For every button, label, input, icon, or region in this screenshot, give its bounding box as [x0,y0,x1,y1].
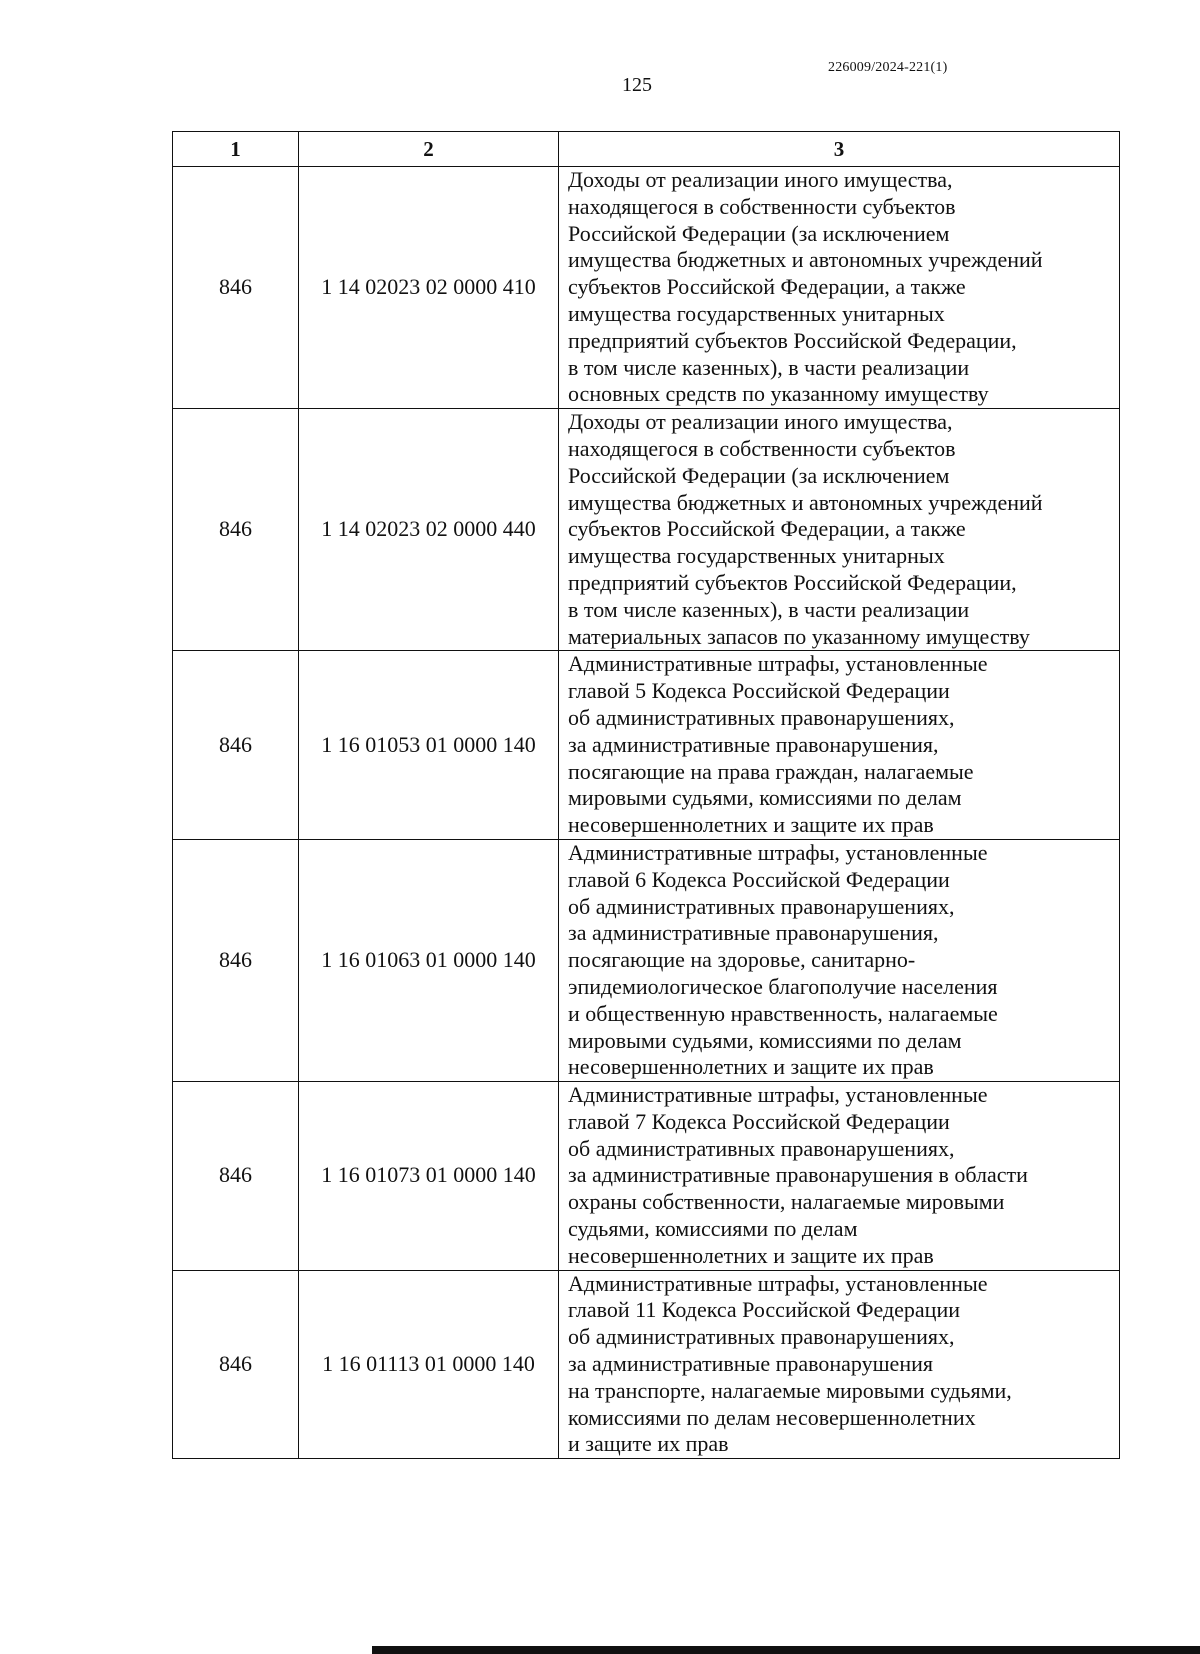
document-id: 226009/2024-221(1) [828,60,948,75]
admin-code-cell: 846 [173,1082,299,1271]
header-col-3: 3 [559,132,1120,167]
table-row [173,167,1120,409]
budget-code-cell: 1 16 01073 01 0000 140 [299,1082,559,1271]
header-col-2: 2 [299,132,559,167]
description-cell: Доходы от реализации иного имущества, находящегося в собственности субъектов Российской Федерации (за исключением имущества бюджетных и автономных учреждений субъектов Российской Федерации, а также имущества государственных унитарных предприятий субъектов Российской Федерации, в том числе казенных), в части реализации материальных запасов по указанному имуществу [559,409,1120,651]
admin-code-cell: 846 [173,1270,299,1459]
budget-code-cell: 1 14 02023 02 0000 440 [299,409,559,651]
budget-code-table [172,131,1120,1459]
page-number: 125 [622,74,652,96]
admin-code-cell: 846 [173,651,299,840]
budget-code-cell: 1 16 01113 01 0000 140 [299,1270,559,1459]
budget-code-cell: 1 14 02023 02 0000 410 [299,167,559,409]
admin-code-cell: 846 [173,167,299,409]
table-row [173,839,1120,1081]
budget-code-cell: 1 16 01063 01 0000 140 [299,839,559,1081]
table-row [173,651,1120,840]
description-cell: Административные штрафы, установленные главой 7 Кодекса Российской Федерации об административных правонарушениях, за административные правонарушения в области охраны собственности, налагаемые мировыми судьями, комиссиями по делам несовершеннолетних и защите их прав [559,1082,1120,1271]
header-col-1: 1 [173,132,299,167]
table-row [173,409,1120,651]
table-row [173,1082,1120,1271]
budget-code-cell: 1 16 01053 01 0000 140 [299,651,559,840]
table-header-row [173,132,1120,167]
admin-code-cell: 846 [173,839,299,1081]
admin-code-cell: 846 [173,409,299,651]
description-cell: Доходы от реализации иного имущества, находящегося в собственности субъектов Российской Федерации (за исключением имущества бюджетных и автономных учреждений субъектов Российской Федерации, а также имущества государственных унитарных предприятий субъектов Российской Федерации, в том числе казенных), в части реализации основных средств по указанному имуществу [559,167,1120,409]
scan-bottom-edge [372,1646,1200,1654]
description-cell: Административные штрафы, установленные главой 6 Кодекса Российской Федерации об административных правонарушениях, за административные правонарушения, посягающие на здоровье, санитарно- эпидемиологическое благополучие населения и общественную нравственность, налагаемые мировыми судьями, комиссиями по делам несовершеннолетних и защите их прав [559,839,1120,1081]
description-cell: Административные штрафы, установленные главой 11 Кодекса Российской Федерации об административных правонарушениях, за административные правонарушения на транспорте, налагаемые мировыми судьями, комиссиями по делам несовершеннолетних и защите их прав [559,1270,1120,1459]
table-row [173,1270,1120,1459]
description-cell: Административные штрафы, установленные главой 5 Кодекса Российской Федерации об административных правонарушениях, за административные правонарушения, посягающие на права граждан, налагаемые мировыми судьями, комиссиями по делам несовершеннолетних и защите их прав [559,651,1120,840]
